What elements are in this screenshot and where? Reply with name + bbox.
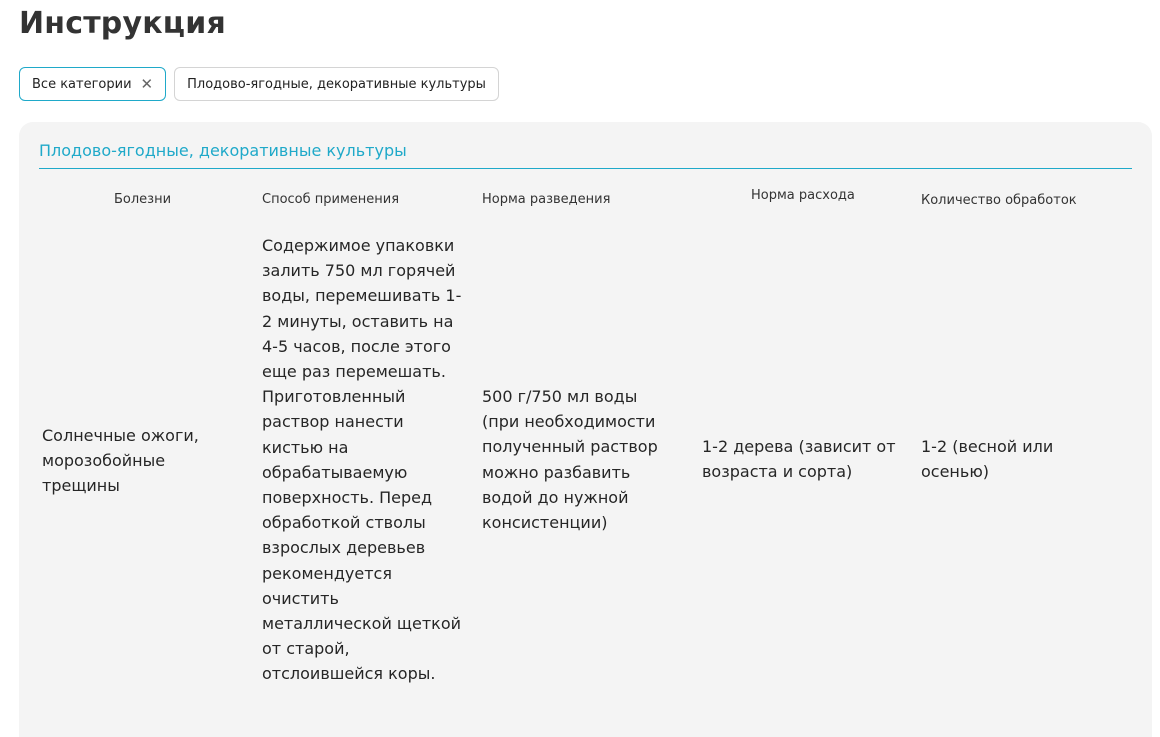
chip-fruit-berry-ornamental[interactable] [174, 67, 499, 101]
category-filters [19, 67, 499, 101]
cell-treatments: 1-2 (весной или осенью) [921, 437, 1054, 482]
section-title: Плодово-ягодные, декоративные культуры [39, 141, 407, 160]
chip-label: Плодово-ягодные, декоративные культуры [187, 76, 486, 92]
close-icon[interactable]: ✕ [140, 74, 154, 93]
column-header-diseases: Болезни [114, 192, 172, 207]
cell-method: Содержимое упаковки залить 750 мл горячей воды, перемешивать 1-2 минуты, оставить на 4-5 часов, после этого еще раз перемешать. Приготовленный раствор нанести кистью на обрабатываемую поверхность. Перед обработкой стволы взрослых деревьев рекомендуется очистить металлической щеткой от старой, отслоившейся коры. [262, 236, 462, 684]
column-header-consumption: Норма расхода [751, 188, 855, 203]
cell-disease: Солнечные ожоги, морозобойные трещины [42, 426, 199, 496]
cell-consumption: 1-2 дерева (зависит от возраста и сорта) [702, 437, 896, 482]
page-title: Инструкция [19, 6, 226, 41]
column-header-dilution: Норма разведения [482, 192, 611, 207]
cell-dilution: 500 г/750 мл воды (при необходимости полученный раствор можно разбавить водой до нужной консистенции) [482, 387, 658, 533]
section-header [39, 141, 1132, 169]
column-header-treatments: Количество обработок [921, 193, 1077, 208]
column-header-method: Способ применения [262, 192, 400, 207]
chip-all-categories[interactable] [19, 67, 166, 101]
instruction-panel [19, 122, 1152, 737]
chip-label: Все категории [32, 76, 132, 92]
